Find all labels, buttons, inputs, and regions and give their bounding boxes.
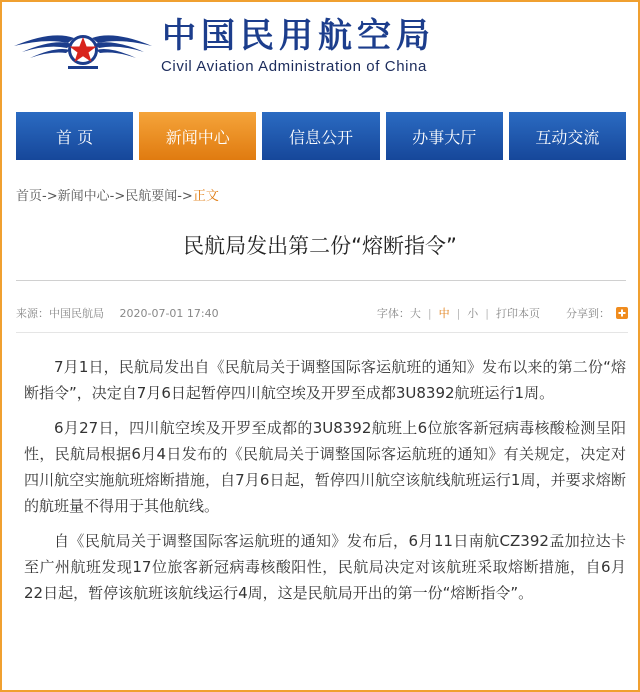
print-page-link[interactable]: 打印本页 (496, 307, 540, 320)
divider: | (456, 306, 461, 320)
article-date: 2020-07-01 17:40 (119, 307, 219, 320)
site-title-english: Civil Aviation Administration of China (161, 58, 427, 75)
nav-item-news-center[interactable]: 新闻中心 (139, 112, 256, 160)
article-source: 来源：中国民航局 (16, 307, 104, 320)
divider: | (427, 306, 432, 320)
breadcrumb-aviation-news-link[interactable]: 民航要闻 (125, 189, 178, 204)
font-size-label: 字体： (376, 307, 410, 320)
breadcrumb-separator: -> (177, 189, 193, 204)
article-tools (377, 305, 628, 321)
article-paragraph: 6月27日，四川航空埃及开罗至成都的3U8392航班上6位旅客新冠病毒核酸检测呈阳性，民航局根据6月4日发布的《民航局关于调整国际客运航班的通知》有关规定，决定对四川航空实施航班熔断措施，自7月6日起，暂停四川航空该航线航班运行1周，并要求熔断的航班量不得用于其他航线。 (24, 419, 626, 515)
article-paragraph: 自《民航局关于调整国际客运航班的通知》发布后，6月11日南航CZ392孟加拉达卡至广州航班发现17位旅客新冠病毒核酸阳性，民航局决定对该航班采取熔断措施，自6月22日起，暂停该航班该航线运行4周，这是民航局开出的第一份“熔断指令”。 (24, 532, 626, 602)
article-paragraph: 7月1日，民航局发出自《民航局关于调整国际客运航班的通知》发布以来的第二份“熔断指令”，决定自7月6日起暂停四川航空埃及开罗至成都3U8392航班运行1周。 (24, 358, 626, 402)
breadcrumb-news-center-link[interactable]: 新闻中心 (57, 189, 110, 204)
share-label: 分享到： (566, 307, 610, 320)
font-size-small[interactable]: 小 (467, 307, 479, 320)
breadcrumb-separator: -> (42, 189, 58, 204)
breadcrumb (16, 185, 219, 204)
font-size-large[interactable]: 大 (409, 307, 421, 320)
site-title-chinese: 中国民用航空局 (162, 16, 435, 56)
meta-divider (16, 332, 628, 333)
breadcrumb-home-link[interactable]: 首页 (16, 189, 43, 204)
title-divider (16, 280, 626, 281)
font-size-medium[interactable]: 中 (438, 307, 450, 320)
site-header (2, 2, 638, 102)
nav-item-home[interactable]: 首 页 (16, 112, 133, 160)
article-body (24, 354, 626, 615)
breadcrumb-separator: -> (109, 189, 126, 204)
article-meta (16, 305, 628, 323)
main-nav (16, 112, 626, 160)
caac-logo-icon[interactable] (12, 16, 154, 76)
article-title: 民航局发出第二份“熔断指令” (183, 234, 457, 258)
share-plus-icon[interactable] (616, 307, 628, 319)
nav-item-information-disclosure[interactable]: 信息公开 (262, 112, 379, 160)
nav-item-service-hall[interactable]: 办事大厅 (386, 112, 503, 160)
divider: | (485, 306, 489, 320)
nav-item-interaction[interactable]: 互动交流 (509, 112, 626, 160)
breadcrumb-current: 正文 (192, 189, 219, 204)
